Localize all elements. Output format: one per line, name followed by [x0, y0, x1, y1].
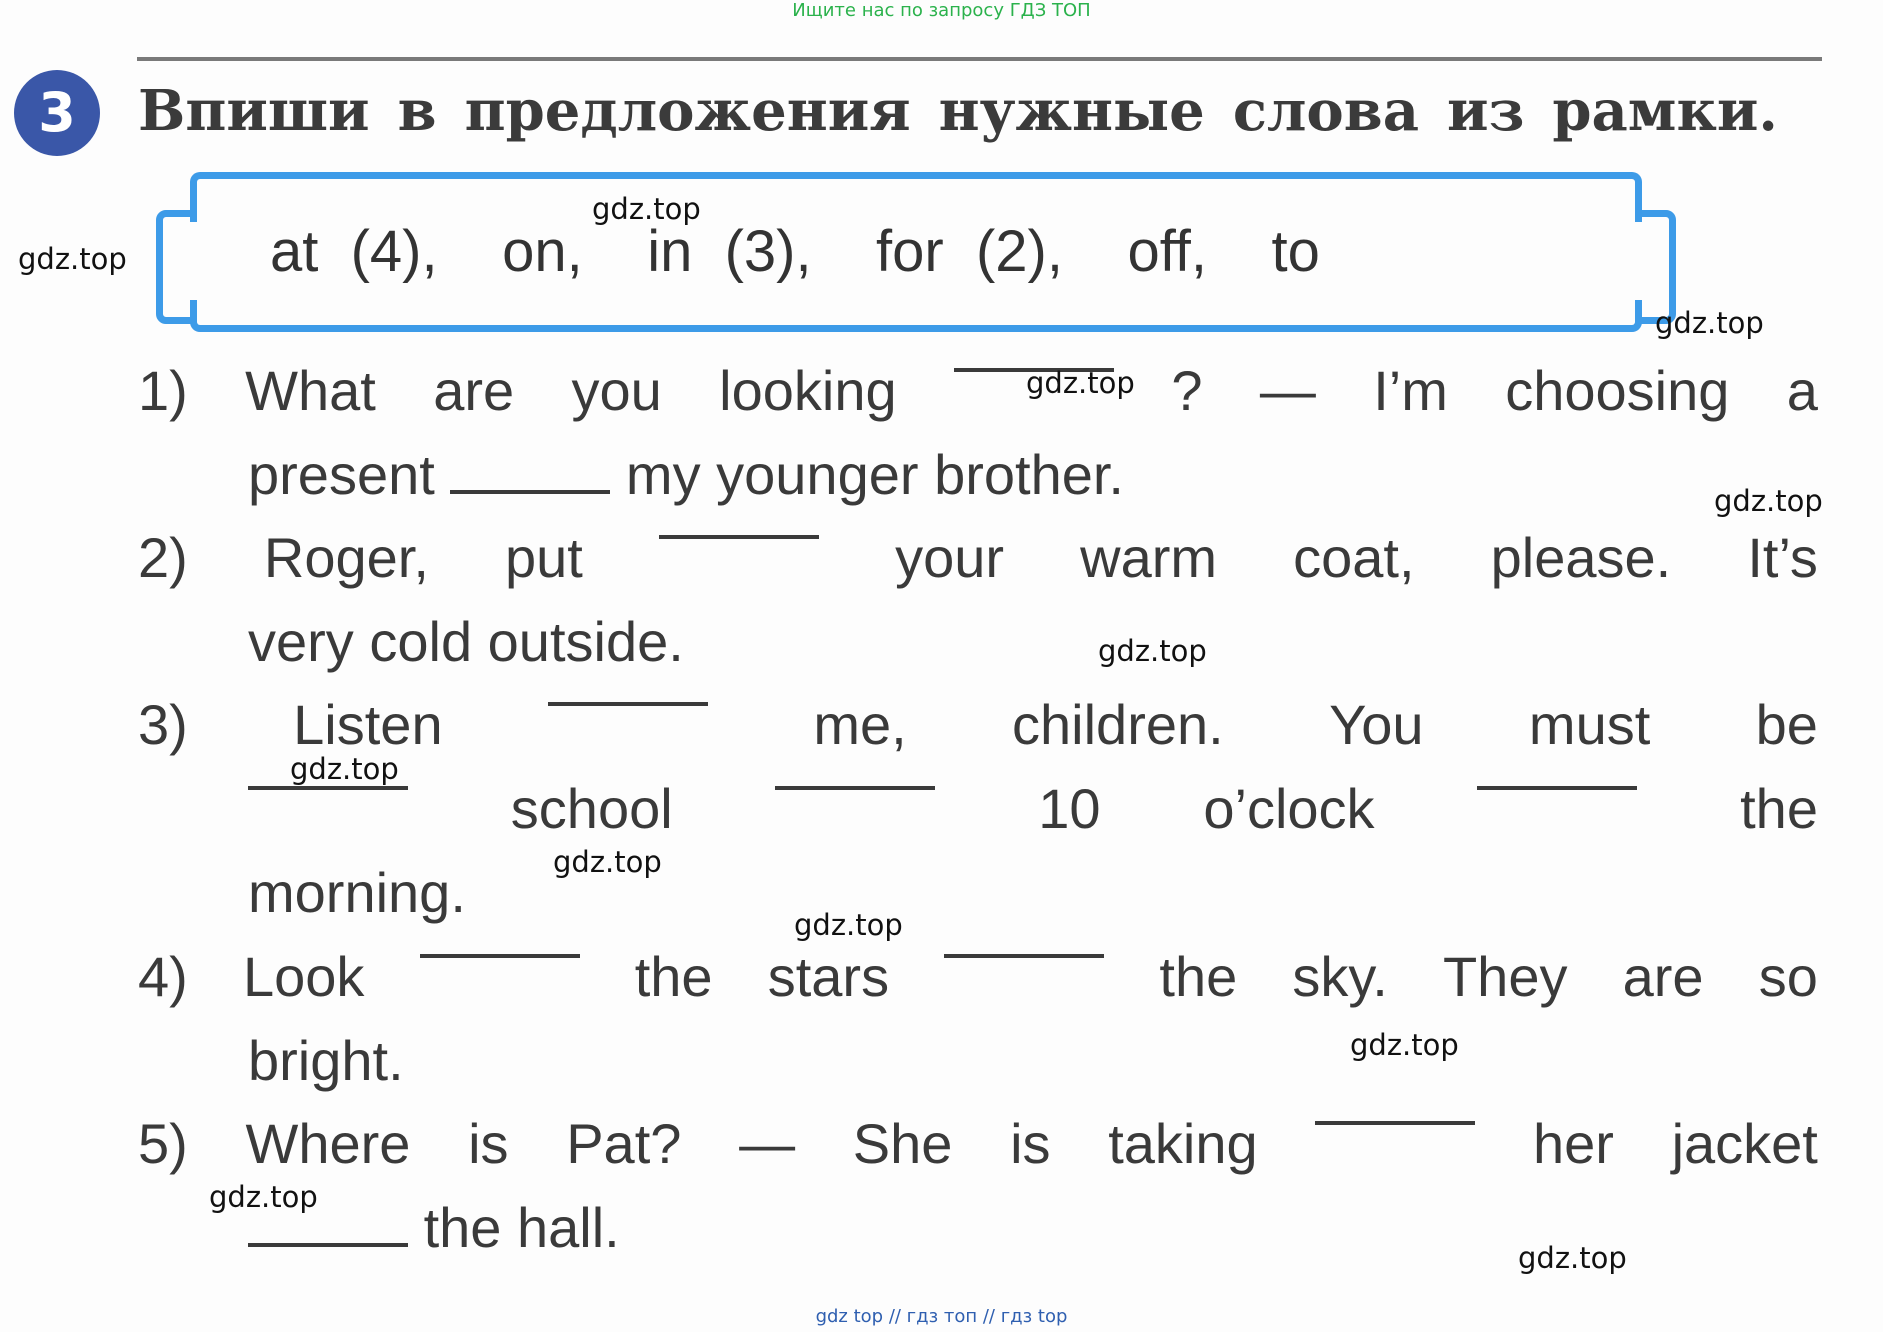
sentence-word: ?	[1171, 359, 1203, 422]
bottom-note: gdz top // гдз топ // гдз top	[815, 1306, 1068, 1327]
sentence-word: put	[505, 526, 583, 589]
sentence-word: Where	[245, 1112, 411, 1175]
sentence-number: 3)	[138, 693, 188, 756]
sentence-word: coat,	[1293, 526, 1415, 589]
word-box-words	[270, 218, 1320, 285]
title-word: в	[397, 78, 437, 144]
word-item: off,	[1127, 219, 1207, 284]
sentence-word: the	[634, 945, 713, 1008]
sentence-4-line-1	[138, 944, 1818, 1009]
word-item: for	[876, 219, 944, 284]
sentence-3-line-2	[248, 776, 1818, 841]
sentence-word: so	[1758, 945, 1818, 1008]
sentence-1-line-1	[138, 358, 1818, 423]
sentence-word: bright.	[248, 1029, 404, 1092]
watermark: gdz.top	[209, 1180, 318, 1214]
sentence-word: is	[1010, 1112, 1051, 1175]
sentence-word: are	[1622, 945, 1704, 1008]
watermark: gdz.top	[1714, 484, 1823, 518]
word-box-frame-bottom	[190, 300, 1642, 332]
sentence-word: jacket	[1671, 1112, 1818, 1175]
sentence-word: my	[625, 443, 701, 506]
sentence-word: looking	[719, 359, 897, 422]
answer-blank[interactable]	[548, 692, 708, 706]
title-word: из	[1447, 78, 1525, 144]
sentence-word: She	[852, 1112, 953, 1175]
header-rule	[137, 57, 1822, 61]
sentence-word: please.	[1490, 526, 1672, 589]
sentence-word: warm	[1080, 526, 1218, 589]
sentence-1-line-2	[248, 442, 1124, 507]
sentence-word: taking	[1108, 1112, 1258, 1175]
sentence-word: —	[739, 1112, 796, 1175]
sentence-word: the	[1159, 945, 1238, 1008]
sentence-word: I’m	[1373, 359, 1448, 422]
sentence-word: you	[571, 359, 662, 422]
sentence-word: choosing	[1505, 359, 1730, 422]
sentence-word: sky.	[1292, 945, 1388, 1008]
watermark: gdz.top	[553, 845, 662, 879]
answer-blank[interactable]	[248, 1233, 408, 1247]
watermark: gdz.top	[290, 752, 399, 786]
sentence-4-line-2	[248, 1028, 404, 1093]
sentence-word: must	[1528, 693, 1651, 756]
sentence-word: o’clock	[1203, 777, 1375, 840]
sentence-word: younger	[716, 443, 919, 506]
watermark: gdz.top	[1655, 306, 1764, 340]
sentence-number: 4)	[138, 945, 188, 1008]
answer-blank[interactable]	[944, 944, 1104, 958]
sentence-5-line-1	[138, 1111, 1818, 1176]
sentence-word: the	[423, 1196, 502, 1259]
sentence-word: are	[433, 359, 515, 422]
answer-blank[interactable]	[450, 480, 610, 494]
title-word: рамки.	[1552, 78, 1778, 144]
answer-blank[interactable]	[420, 944, 580, 958]
sentence-word: your	[895, 526, 1005, 589]
sentence-word: —	[1259, 359, 1316, 422]
word-item: to	[1271, 219, 1320, 284]
sentence-word: What	[245, 359, 376, 422]
title-word: слова	[1232, 78, 1419, 144]
sentence-word: morning.	[248, 861, 466, 924]
word-item: at	[270, 219, 319, 284]
sentence-word: cold	[369, 610, 473, 673]
sentence-2-line-2	[248, 609, 684, 674]
word-item: in	[647, 219, 693, 284]
sentence-word: very	[248, 610, 354, 673]
sentence-word: stars	[767, 945, 890, 1008]
top-note: Ищите нас по запросу ГДЗ ТОП	[792, 0, 1091, 21]
title-word: нужные	[938, 78, 1205, 144]
watermark: gdz.top	[592, 192, 701, 226]
word-item: (4),	[350, 219, 438, 284]
word-item: (2),	[975, 219, 1063, 284]
sentence-word: You	[1329, 693, 1424, 756]
answer-blank[interactable]	[775, 776, 935, 790]
title-word: Впиши	[138, 78, 370, 144]
sentence-word: They	[1442, 945, 1568, 1008]
sentence-word: outside.	[487, 610, 684, 673]
sentence-word: her	[1532, 1112, 1614, 1175]
answer-blank[interactable]	[1477, 776, 1637, 790]
sentence-word: be	[1755, 693, 1818, 756]
sentence-word: Listen	[293, 693, 443, 756]
sentence-word: It’s	[1747, 526, 1818, 589]
sentence-word: hall.	[516, 1196, 620, 1259]
sentence-word: a	[1786, 359, 1818, 422]
sentence-number: 1)	[138, 359, 188, 422]
word-item: (3),	[724, 219, 812, 284]
sentence-word: school	[510, 777, 673, 840]
sentence-2-line-1	[138, 525, 1818, 590]
title-word: предложения	[464, 78, 911, 144]
sentence-word: is	[468, 1112, 509, 1175]
sentence-word: Pat?	[566, 1112, 682, 1175]
watermark: gdz.top	[794, 908, 903, 942]
word-item: on,	[502, 219, 583, 284]
watermark: gdz.top	[1518, 1241, 1627, 1275]
sentence-3-line-3	[248, 860, 466, 925]
task-title	[138, 78, 1778, 144]
sentence-word: Roger,	[263, 526, 429, 589]
sentence-number: 2)	[138, 526, 188, 589]
sentence-word: the	[1740, 777, 1818, 840]
answer-blank[interactable]	[659, 525, 819, 539]
watermark: gdz.top	[1350, 1028, 1459, 1062]
word-box-frame-top	[190, 172, 1642, 222]
sentence-3-line-1	[138, 692, 1818, 757]
sentence-word: present	[248, 443, 435, 506]
sentence-word: me,	[813, 693, 907, 756]
sentence-word: Look	[242, 945, 365, 1008]
sentence-word: brother.	[934, 443, 1124, 506]
watermark: gdz.top	[1098, 634, 1207, 668]
watermark: gdz.top	[18, 242, 127, 276]
answer-blank[interactable]	[1315, 1111, 1475, 1125]
task-number-badge: 3	[14, 70, 100, 156]
sentence-word: 10	[1038, 777, 1101, 840]
sentence-word: children.	[1012, 693, 1224, 756]
sentence-number: 5)	[138, 1112, 188, 1175]
watermark: gdz.top	[1026, 366, 1135, 400]
